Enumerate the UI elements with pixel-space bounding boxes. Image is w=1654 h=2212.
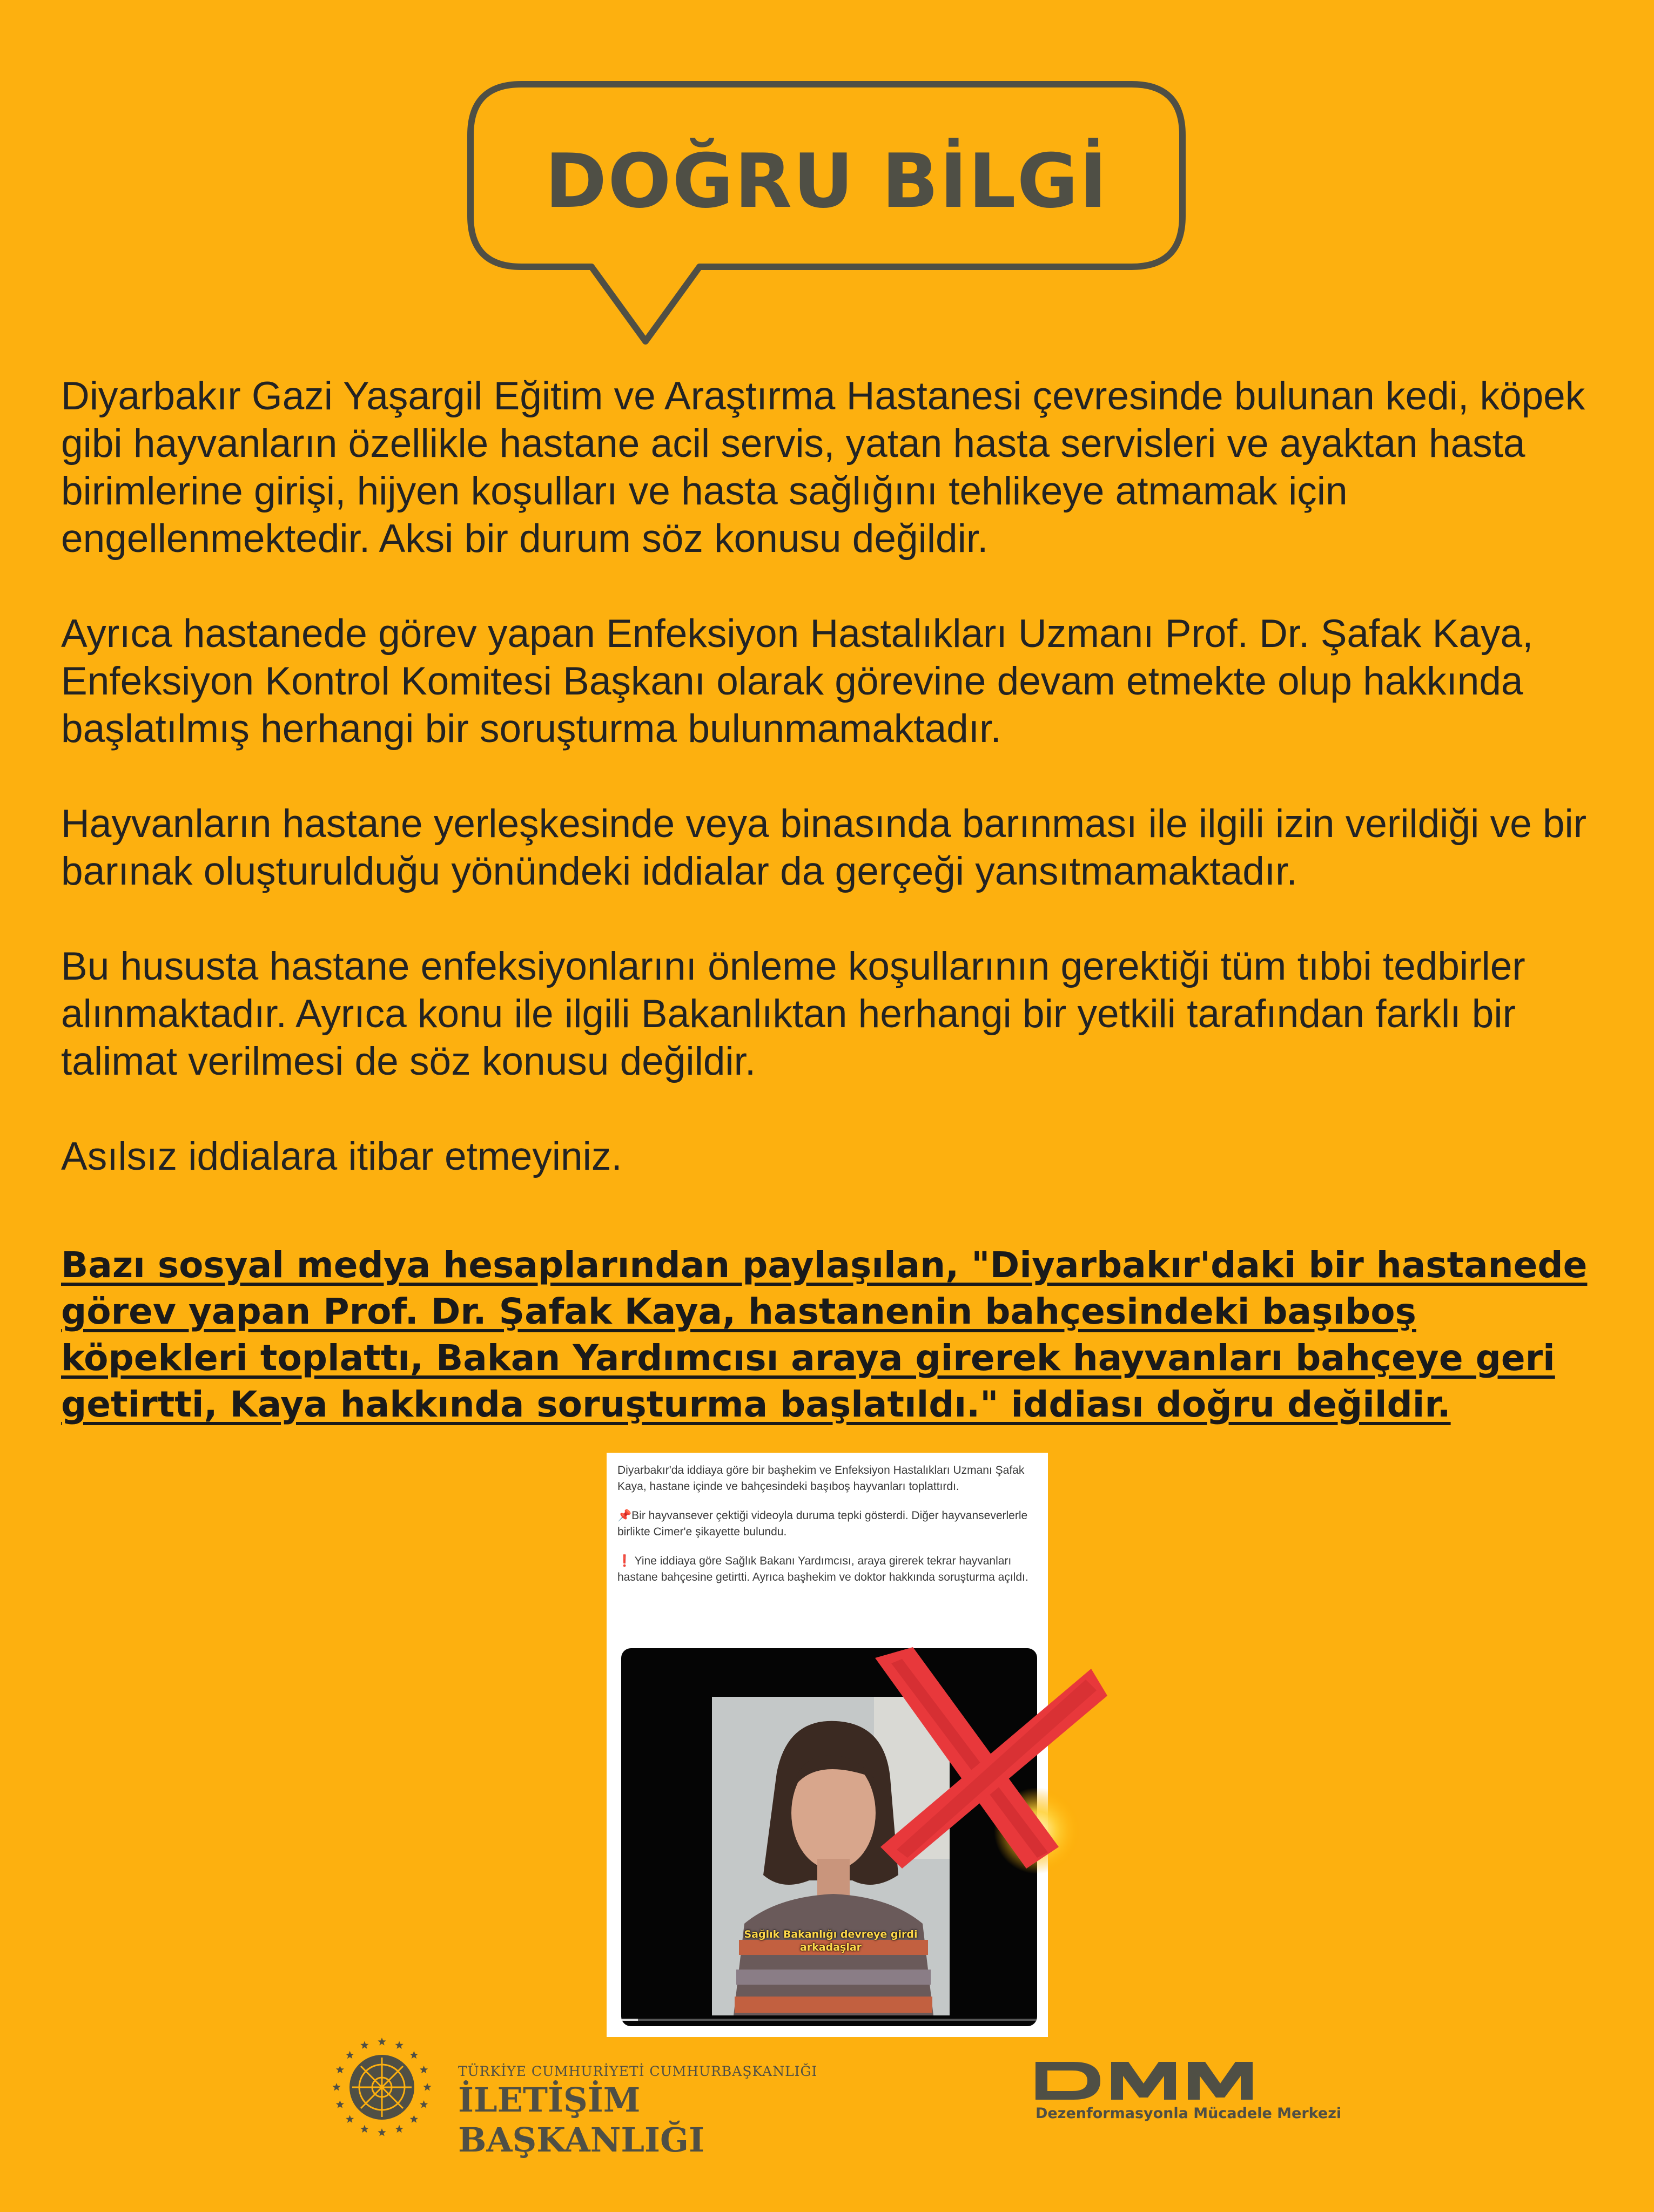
dmm-logo-icon [1036,2062,1269,2100]
emblem-star [360,2125,368,2133]
post-paragraph-1: Diyarbakır'da iddiaya göre bir başhekim ve Enfeksiyon Hastalıkları Uzmanı Şafak Kaya, hastane içinde ve bahçesindeki başıboş hayvanları toplattırdı. [617,1464,1025,1493]
exclamation-icon: ❗ [617,1555,632,1567]
emblem-star [410,2051,418,2059]
iletisim-title: İLETİŞİM BAŞKANLIĞI [458,2080,704,2160]
emblem-star [346,2115,354,2123]
emblem-star [423,2083,431,2091]
pin-icon: 📌 [617,1509,632,1522]
post-paragraph-2: 📌Bir hayvansever çektiği videoyla duruma tepki gösterdi. Diğer hayvanseverlerle birlikte Cimer'e şikayette bulundu. [617,1509,1028,1538]
emblem-star [360,2041,368,2049]
paragraph-5: Asılsız iddialara itibar etmeyiniz. [61,1135,622,1178]
post-text [617,1462,1037,1586]
emblem-star [395,2125,404,2133]
iletisim-brand [458,2063,890,2160]
emblem-star [410,2115,418,2123]
emblem-star [378,2038,386,2046]
emblem-star [336,2100,344,2108]
video-progress-bar[interactable] [621,2019,1037,2021]
emblem-star [420,2100,428,2108]
emblem-star [378,2128,386,2136]
header-bubble [467,81,1186,351]
emblem-star [395,2041,404,2049]
paragraph-4: Bu hususta hastane enfeksiyonlarını önleme koşullarının gerektiği tüm tıbbi tedbirler alınmaktadır. Ayrıca konu ile ilgili Bakanlıktan herhangi bir yetkili tarafından farklı bir talimat verilmesi de söz konusu değildir. [61,945,1525,1083]
paragraph-1: Diyarbakır Gazi Yaşargil Eğitim ve Araştırma Hastanesi çevresinde bulunan kedi, köpek gibi hayvanların özellikle hastane acil servis, yatan hasta servisleri ve ayaktan hasta birimlerine girişi, hijyen koşulları ve hasta sağlığını tehlikeye atmamak için engellenmektedir. Aksi bir durum söz konusu değildir. [61,374,1585,561]
video-caption: Sağlık Bakanlığı devreye girdi arkadaşlar [744,1928,918,1953]
emblem-star [332,2083,340,2091]
claim-statement: Bazı sosyal medya hesaplarından paylaşılan, "Diyarbakır'daki bir hastanede görev yapan Prof. Dr. Şafak Kaya, hastanenin bahçesindeki başıboş köpekleri toplattı, Bakan Yardımcısı araya girerek hayvanları bahçeye geri getirtti, Kaya hakkında soruşturma başlatıldı." iddiası doğru değildir. [61,1244,1588,1425]
page-title: DOĞRU BİLGİ [544,138,1108,225]
video-progress-fill [621,2019,638,2021]
paragraph-3: Hayvanların hastane yerleşkesinde veya binasında barınması ile ilgili izin verildiği ve bir barınak oluşturulduğu yönündeki iddialar da gerçeği yansıtmamaktadır. [61,802,1587,893]
body-text [61,373,1595,1228]
emblem-star [336,2066,344,2073]
red-cross-icon [832,1636,1113,1928]
iletisim-subtitle: TÜRKİYE CUMHURİYETİ CUMHURBAŞKANLIĞI [458,2063,818,2079]
paragraph-2: Ayrıca hastanede görev yapan Enfeksiyon Hastalıkları Uzmanı Prof. Dr. Şafak Kaya, Enfeksiyon Kontrol Komitesi Başkanı olarak görevine devam etmekte olup hakkında başlatılmış herhangi bir soruşturma bulunmamaktadır. [61,612,1534,751]
emblem-star [346,2051,354,2059]
iletisim-emblem-icon [331,2036,433,2139]
post-paragraph-3: ❗ Yine iddiaya göre Sağlık Bakanı Yardımcısı, araya girerek tekrar hayvanları hastane bahçesine getirtti. Ayrıca başhekim ve doktor hakkında soruşturma açıldı. [617,1555,1028,1583]
dmm-subtitle: Dezenformasyonla Mücadele Merkezi [1036,2105,1342,2122]
emblem-star [420,2066,428,2073]
